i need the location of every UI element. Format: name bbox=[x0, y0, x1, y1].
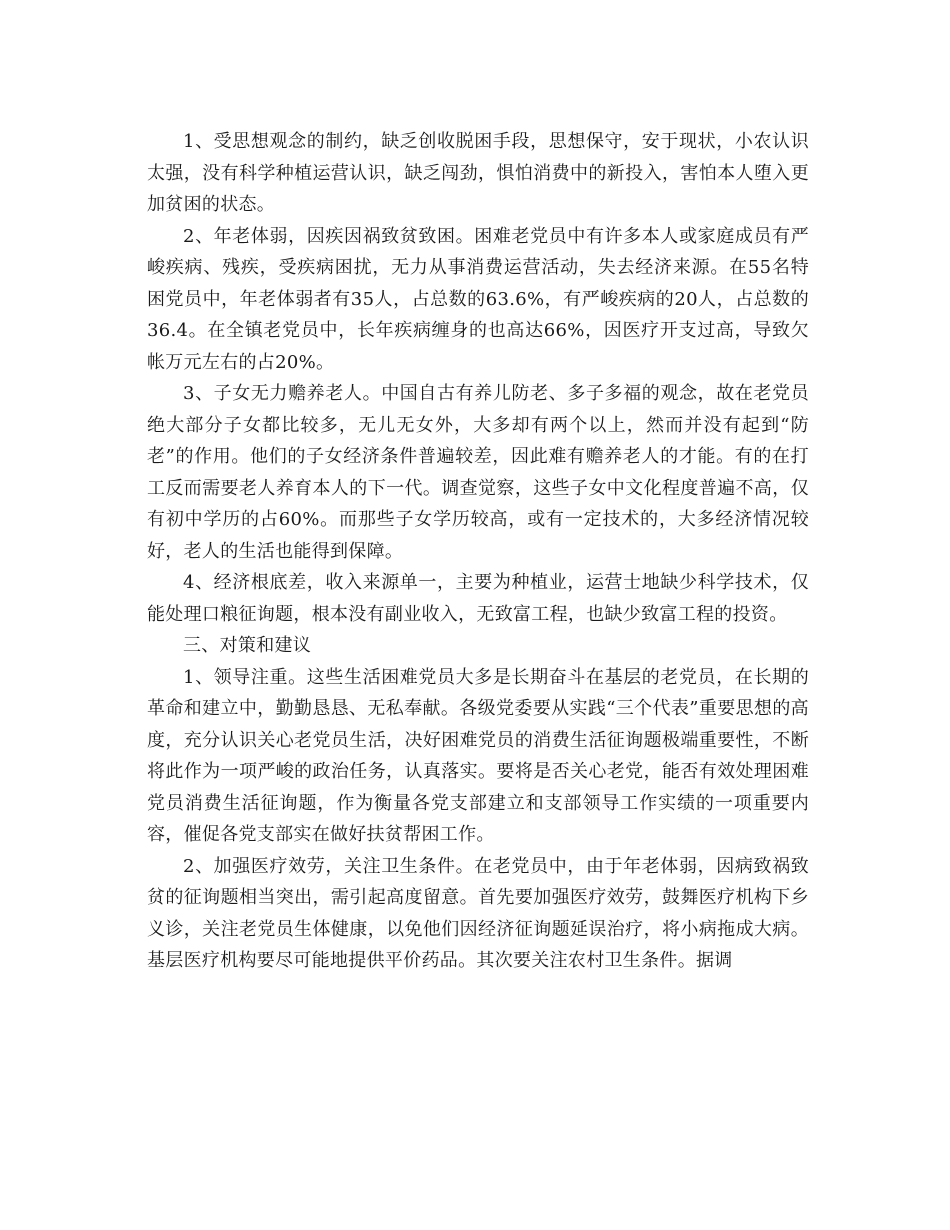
paragraph-medical-services: 2、加强医疗效劳，关注卫生条件。在老党员中，由于年老体弱，因病致祸致贫的征询题相当突出，需引起高度留意。首先要加强医疗效劳，鼓舞医疗机构下乡义诊，关注老党员生体健康，以免他们因经济征询题延误治疗，将小病拖成大病。基层医疗机构要尽可能地提供平价药品。其次要关注农村卫生条件。据调 bbox=[147, 855, 809, 971]
paragraph-leadership-attention: 1、领导注重。这些生活困难党员大多是长期奋斗在基层的老党员，在长期的革命和建立中，勤勤恳恳、无私奉献。各级党委要从实践“三个代表”重要思想的高度，充分认识关心老党员生活，决好困难党员的消费生活征询题极端重要性，不断将此作为一项严峻的政治任务，认真落实。要将是否关心老党，能否有效处理困难党员消费生活征询题，作为衡量各党支部建立和支部领导工作实绩的一项重要内容，催促各党支部实在做好扶贫帮困工作。 bbox=[147, 666, 809, 845]
paragraph-weak-economy: 4、经济根底差，收入来源单一，主要为种植业，运营士地缺少科学技术，仅能处理口粮征询题，根本没有副业收入，无致富工程，也缺少致富工程的投资。 bbox=[147, 572, 809, 625]
paragraph-ideology-constraints: 1、受思想观念的制约，缺乏创收脱困手段，思想保守，安于现状，小农认识太强，没有科学种植运营认识，缺乏闯劲，惧怕消费中的新投入，害怕本人堕入更加贫困的状态。 bbox=[147, 131, 809, 215]
paragraph-old-age-illness: 2、年老体弱，因疾因祸致贫致困。困难老党员中有许多本人或家庭成员有严峻疾病、残疾，受疾病困扰，无力从事消费运营活动，失去经济来源。在55名特困党员中，年老体弱者有35人，占总数的63.6%，有严峻疾病的20人，占总数的36.4。在全镇老党员中，长年疾病缠身的也高达66%，因医疗开支过高，导致欠帐万元左右的占20%。 bbox=[147, 225, 809, 373]
paragraph-children-support: 3、子女无力赡养老人。中国自古有养儿防老、多子多福的观念，故在老党员绝大部分子女都比较多，无儿无女外，大多却有两个以上，然而并没有起到“防老”的作用。他们的子女经济条件普遍较差，因此难有赡养老人的才能。有的在打工反而需要老人养育本人的下一代。调查觉察，这些子女中文化程度普遍不高，仅有初中学历的占60%。而那些子女学历较高，或有一定技术的，大多经济情况较好，老人的生活也能得到保障。 bbox=[147, 383, 809, 562]
section-heading-countermeasures: 三、对策和建议 bbox=[183, 635, 312, 656]
document-body bbox=[147, 126, 809, 977]
